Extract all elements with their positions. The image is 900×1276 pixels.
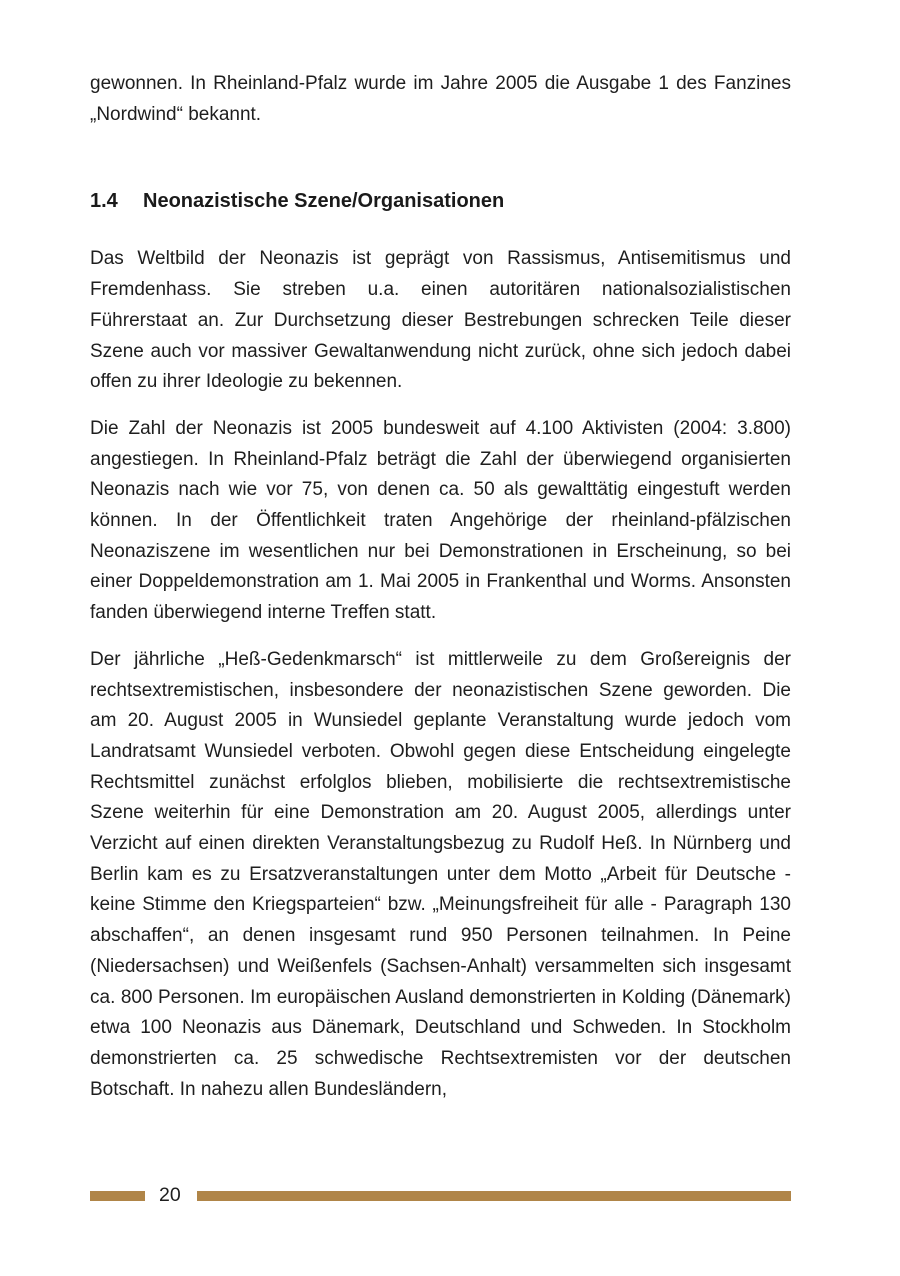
section-title: Neonazistische Szene/Organisationen	[143, 190, 505, 213]
page-footer	[90, 1186, 791, 1206]
footer-rule-right	[197, 1191, 791, 1201]
paragraph: Der jährliche „Heß-Gedenkmarsch“ ist mittlerweile zu dem Großereignis der rechtsextremistischen, insbesondere der neonazistischen Szene geworden. Die am 20. August 2005 in Wunsiedel geplante Veranstaltung wurde jedoch vom Landratsamt Wunsiedel verboten. Obwohl gegen diese Entscheidung eingelegte Rechtsmittel zunächst erfolglos blieben, mobilisierte die rechtsextremistische Szene weiterhin für eine Demonstration am 20. August 2005, allerdings unter Verzicht auf einen direkten Veranstaltungsbezug zu Rudolf Heß. In Nürnberg und Berlin kam es zu Ersatzveranstaltungen unter dem Motto „Arbeit für Deutsche - keine Stimme den Kriegsparteien“ bzw. „Meinungsfreiheit für alle - Paragraph 130 abschaffen“, an denen insgesamt rund 950 Personen teilnahmen. In Peine (Niedersachsen) und Weißenfels (Sachsen-Anhalt) versammelten sich insgesamt ca. 800 Personen. Im europäischen Ausland demonstrierten in Kolding (Dänemark) etwa 100 Neonazis aus Dänemark, Deutschland und Schweden. In Stockholm demonstrierten ca. 25 schwedische Rechtsextremisten vor der deutschen Botschaft. In nahezu allen Bundesländern,	[90, 648, 791, 1100]
paragraph: Die Zahl der Neonazis ist 2005 bundesweit auf 4.100 Aktivisten (2004: 3.800) angestiegen. In Rheinland-Pfalz beträgt die Zahl der überwiegend organisierten Neonazis nach wie vor 75, von denen ca. 50 als gewalttätig eingestuft werden können. In der Öffentlichkeit traten Angehörige der rheinland-pfälzischen Neonaziszene im wesentlichen nur bei Demonstrationen in Erscheinung, so bei einer Doppeldemonstration am 1. Mai 2005 in Frankenthal und Worms. Ansonsten fanden überwiegend interne Treffen statt.	[90, 417, 791, 624]
paragraph-continuation: gewonnen. In Rheinland-Pfalz wurde im Jahre 2005 die Ausgabe 1 des Fanzines „Nordwind“ bekannt.	[90, 73, 791, 125]
section-heading	[90, 188, 791, 214]
footer-rule-left	[90, 1191, 145, 1201]
paragraph: Das Weltbild der Neonazis ist geprägt von Rassismus, Antisemitismus und Fremdenhass. Sie streben u.a. einen autoritären nationalsozialistischen Führerstaat an. Zur Durchsetzung dieser Bestrebungen schrecken Teile dieser Szene auch vor massiver Gewaltanwendung nicht zurück, ohne sich jedoch dabei offen zu ihrer Ideologie zu bekennen.	[90, 248, 791, 393]
section-number: 1.4	[90, 190, 118, 213]
page-number: 20	[159, 1184, 181, 1206]
